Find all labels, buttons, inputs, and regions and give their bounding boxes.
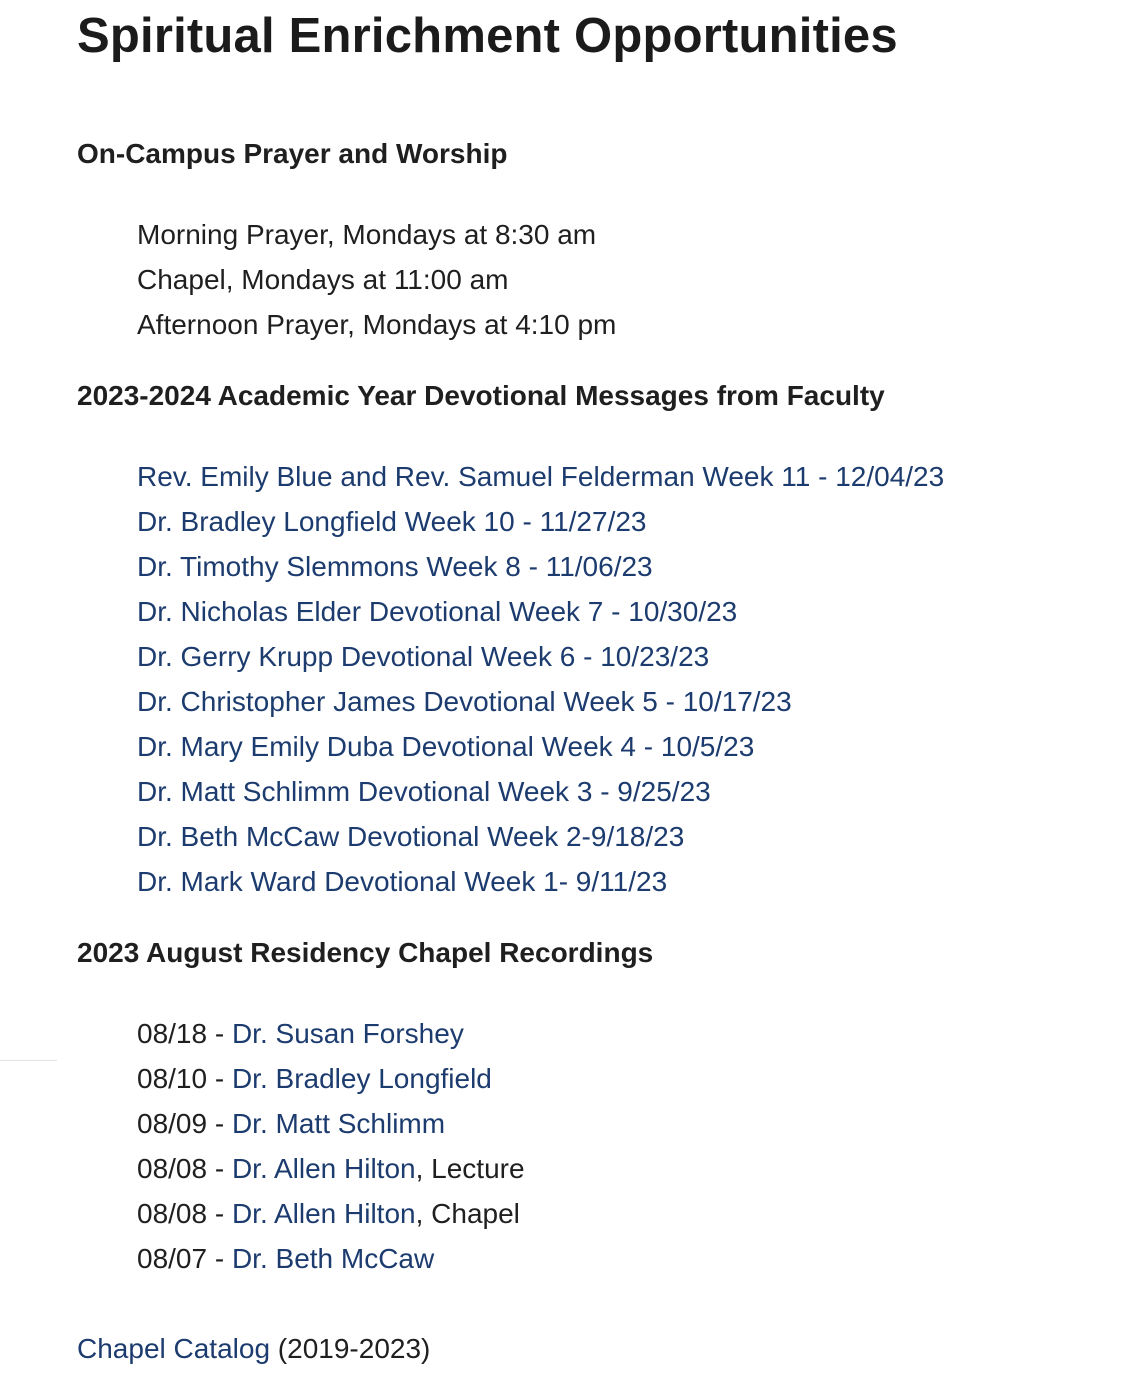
list-item	[137, 769, 1127, 814]
list-item	[137, 544, 1127, 589]
on-campus-heading: On-Campus Prayer and Worship	[77, 138, 508, 169]
devotional-link[interactable]: Dr. Beth McCaw Devotional Week 2-9/18/23	[137, 821, 685, 852]
list-item	[137, 589, 1127, 634]
list-item	[137, 1146, 1127, 1191]
devotional-link[interactable]: Rev. Emily Blue and Rev. Samuel Felderman Week 11 - 12/04/23	[137, 461, 945, 492]
devotional-heading: 2023-2024 Academic Year Devotional Messages from Faculty	[77, 380, 885, 411]
devotional-link[interactable]: Dr. Christopher James Devotional Week 5 - 10/17/23	[137, 686, 792, 717]
devotional-link[interactable]: Dr. Bradley Longfield Week 10 - 11/27/23	[137, 506, 647, 537]
list-item	[137, 859, 1127, 904]
on-campus-section	[77, 136, 1127, 347]
recording-link[interactable]: Dr. Beth McCaw	[231, 1243, 435, 1274]
recording-date: 08/09 -	[137, 1108, 232, 1139]
recording-link[interactable]: Dr. Bradley Longfield	[231, 1063, 492, 1094]
august-residency-heading: 2023 August Residency Chapel Recordings	[77, 937, 654, 968]
recording-date: 08/07 -	[137, 1243, 232, 1274]
list-item	[137, 1236, 1127, 1281]
recording-link[interactable]: Dr. Allen Hilton	[231, 1198, 416, 1229]
devotional-link[interactable]: Dr. Nicholas Elder Devotional Week 7 - 10/30/23	[137, 596, 738, 627]
devotional-link[interactable]: Dr. Matt Schlimm Devotional Week 3 - 9/25/23	[137, 776, 711, 807]
august-residency-list	[77, 1011, 1127, 1281]
recording-date: 08/18 -	[137, 1018, 232, 1049]
devotional-list	[77, 454, 1127, 904]
chapel-catalog-link[interactable]: Chapel Catalog	[77, 1333, 271, 1364]
page-content	[77, 0, 1127, 1371]
list-item	[137, 814, 1127, 859]
list-item	[137, 1191, 1127, 1236]
chapel-catalog-years: (2019-2023)	[270, 1333, 431, 1364]
recording-link[interactable]: Dr. Susan Forshey	[231, 1018, 464, 1049]
recording-suffix: , Lecture	[415, 1153, 525, 1184]
recording-link[interactable]: Dr. Matt Schlimm	[231, 1108, 446, 1139]
list-item	[137, 499, 1127, 544]
list-item: Chapel, Mondays at 11:00 am	[137, 264, 509, 295]
devotional-link[interactable]: Dr. Mark Ward Devotional Week 1- 9/11/23	[137, 866, 668, 897]
recording-suffix: , Chapel	[415, 1198, 520, 1229]
list-item	[137, 1101, 1127, 1146]
devotional-link[interactable]: Dr. Timothy Slemmons Week 8 - 11/06/23	[137, 551, 653, 582]
list-item	[137, 634, 1127, 679]
august-residency-section	[77, 935, 1127, 1281]
chapel-catalog-line	[77, 1326, 1127, 1371]
devotional-link[interactable]: Dr. Gerry Krupp Devotional Week 6 - 10/23/23	[137, 641, 710, 672]
list-item	[137, 1056, 1127, 1101]
list-item	[137, 679, 1127, 724]
recording-date: 08/08 -	[137, 1198, 232, 1229]
devotional-section	[77, 378, 1127, 904]
list-item: Afternoon Prayer, Mondays at 4:10 pm	[137, 309, 617, 340]
devotional-link[interactable]: Dr. Mary Emily Duba Devotional Week 4 - 10/5/23	[137, 731, 755, 762]
list-item	[137, 454, 1127, 499]
recording-date: 08/10 -	[137, 1063, 232, 1094]
recording-date: 08/08 -	[137, 1153, 232, 1184]
list-item	[137, 1011, 1127, 1056]
list-item: Morning Prayer, Mondays at 8:30 am	[137, 219, 597, 250]
list-item	[137, 724, 1127, 769]
on-campus-list	[77, 212, 1127, 347]
page-title: Spiritual Enrichment Opportunities	[77, 9, 898, 63]
side-divider	[0, 1060, 57, 1061]
recording-link[interactable]: Dr. Allen Hilton	[231, 1153, 416, 1184]
